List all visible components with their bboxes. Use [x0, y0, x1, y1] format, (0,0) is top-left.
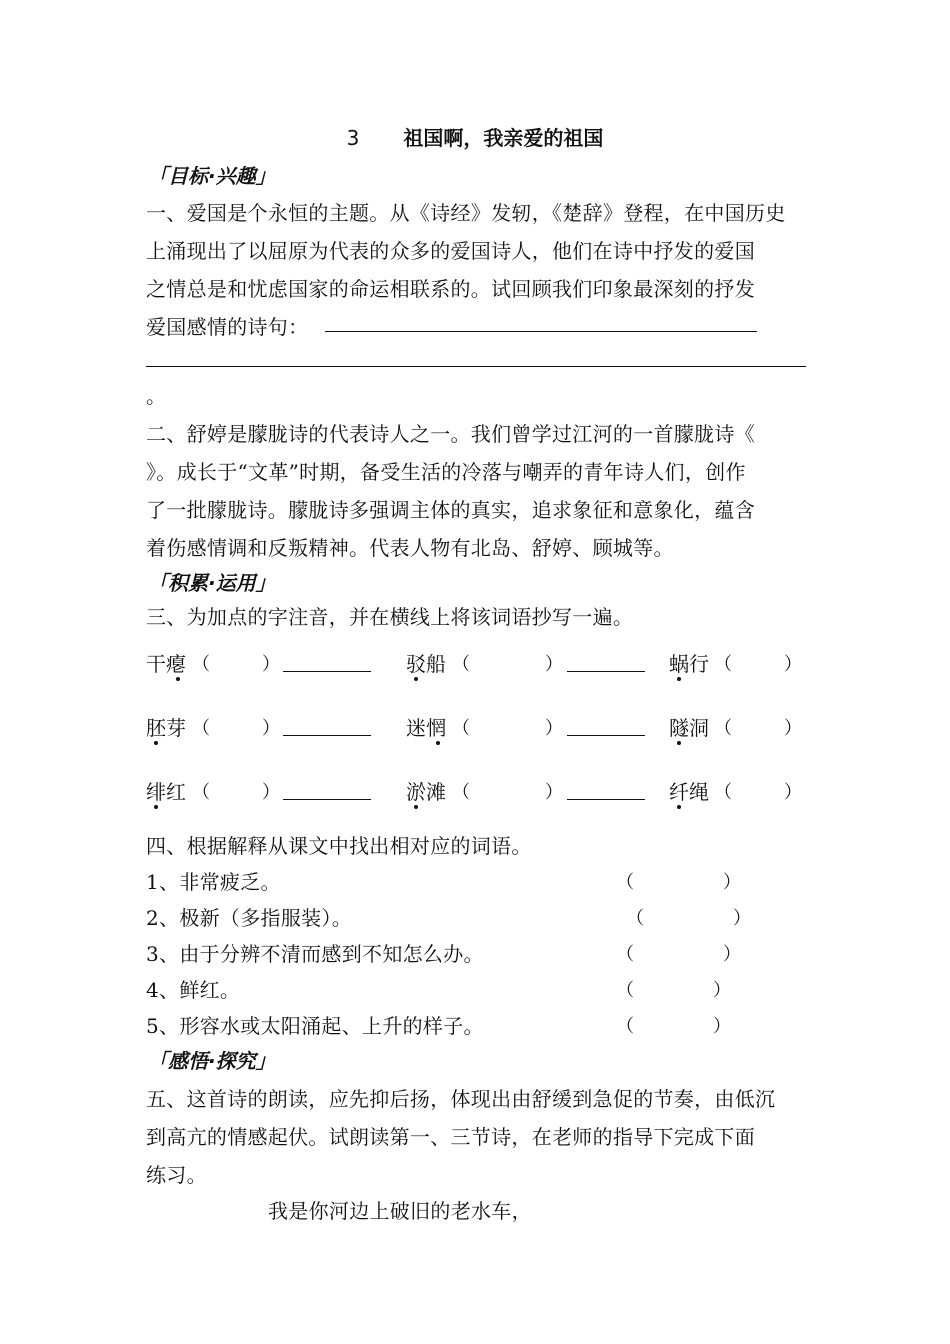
q3-blank-8[interactable] — [567, 799, 645, 800]
q3-blank-5[interactable] — [567, 735, 645, 736]
emphasis-dot — [677, 805, 681, 809]
q1-answer-line-2[interactable] — [146, 366, 806, 367]
section-heading-insight: 「感悟·探究」 — [148, 1049, 276, 1073]
q4-item-2: 2、极新（多指服装）。 — [146, 906, 353, 930]
q3-word-5: 迷惘 — [406, 716, 446, 740]
q4-item-4: 4、鲜红。 — [146, 978, 241, 1002]
q5-line-2: 到高亢的情感起伏。试朗读第一、三节诗，在老师的指导下完成下面 — [146, 1125, 755, 1149]
q1-answer-line-1[interactable] — [325, 331, 757, 332]
q4-prompt: 四、根据解释从课文中找出相对应的词语。 — [146, 834, 532, 858]
emphasis-dot — [414, 677, 418, 681]
q1-end-mark: 。 — [146, 384, 167, 408]
emphasis-dot — [154, 741, 158, 745]
q3-blank-1[interactable] — [283, 671, 371, 672]
q1-line-4: 爱国感情的诗句： — [146, 315, 309, 339]
emphasis-dot — [677, 741, 681, 745]
emphasis-dot — [176, 677, 180, 681]
section-heading-accumulate: 「积累·运用」 — [148, 571, 276, 595]
q3-word-2: 驳船 — [406, 652, 446, 676]
lesson-number: 3 — [346, 126, 360, 150]
q4-item-1: 1、非常疲乏。 — [146, 870, 281, 894]
q3-word-7: 绯红 — [146, 780, 186, 804]
q3-word-3: 蜗行 — [669, 652, 709, 676]
lesson-title: 祖国啊，我亲爱的祖国 — [403, 126, 604, 150]
q3-word-4: 胚芽 — [146, 716, 186, 740]
q3-word-1: 干瘪 — [146, 652, 186, 676]
q4-item-5: 5、形容水或太阳涌起、上升的样子。 — [146, 1014, 484, 1038]
section-heading-goals: 「目标·兴趣」 — [148, 164, 276, 188]
q2-line-2: 》。成长于“文革”时期，备受生活的冷落与嘲弄的青年诗人们，创作 — [146, 460, 746, 484]
q2-line-4: 着伤感情调和反叛精神。代表人物有北岛、舒婷、顾城等。 — [146, 536, 674, 560]
q3-blank-4[interactable] — [283, 735, 371, 736]
q1-line-1: 一、爱国是个永恒的主题。从《诗经》发轫，《楚辞》登程，在中国历史 — [146, 201, 786, 225]
q3-blank-7[interactable] — [283, 799, 371, 800]
q3-blank-2[interactable] — [567, 671, 645, 672]
q2-line-1: 二、舒婷是朦胧诗的代表诗人之一。我们曾学过江河的一首朦胧诗《 — [146, 422, 755, 446]
emphasis-dot — [436, 741, 440, 745]
emphasis-dot — [414, 805, 418, 809]
q3-prompt: 三、为加点的字注音，并在横线上将该词语抄写一遍。 — [146, 605, 634, 629]
poem-line: 我是你河边上破旧的老水车， — [268, 1199, 532, 1223]
q1-line-3: 之情总是和忧虑国家的命运相联系的。试回顾我们印象最深刻的抒发 — [146, 277, 755, 301]
q4-item-3: 3、由于分辨不清而感到不知怎么办。 — [146, 942, 484, 966]
q3-word-9: 纤绳 — [669, 780, 709, 804]
q1-line-2: 上涌现出了以屈原为代表的众多的爱国诗人，他们在诗中抒发的爱国 — [146, 239, 755, 263]
q3-word-8: 淤滩 — [406, 780, 446, 804]
q5-line-3: 练习。 — [146, 1163, 207, 1187]
q2-line-3: 了一批朦胧诗。朦胧诗多强调主体的真实，追求象征和意象化，蕴含 — [146, 498, 755, 522]
q3-word-6: 隧洞 — [669, 716, 709, 740]
emphasis-dot — [677, 677, 681, 681]
emphasis-dot — [154, 805, 158, 809]
page-title — [0, 122, 950, 151]
q5-line-1: 五、这首诗的朗读，应先抑后扬，体现出由舒缓到急促的节奏，由低沉 — [146, 1087, 776, 1111]
